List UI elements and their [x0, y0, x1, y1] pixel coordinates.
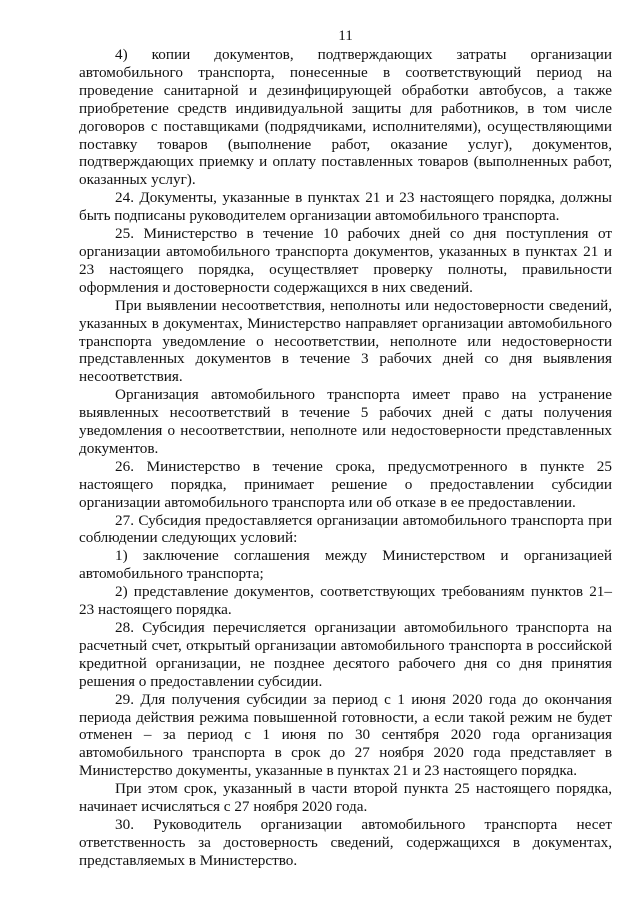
paragraph-29: 29. Для получения субсидии за период с 1 июня 2020 года до окончания периода действия режима повышенной готовности, а если такой режим не будет отменен – за период с 1 июня по 30 сентября 2020 года организация автомобильного транспорта в срок до 27 ноября 2020 года представляет в Министерство документы, указанные в пунктах 21 и 23 настоящего порядка. [79, 690, 612, 780]
paragraph-28: 28. Субсидия перечисляется организации автомобильного транспорта на расчетный счет, открытый организации автомобильного транспорта в российской кредитной организации, не позднее десятого рабочего дня со дня принятия решения о предоставлении субсидии. [79, 619, 612, 690]
paragraph-item-4: 4) копии документов, подтверждающих затраты организации автомобильного транспорта, понесенные в соответствующий период на проведение санитарной и дезинфицирующей обработки автобусов, а также приобретение средств индивидуальной защиты для работников, в том числе договоров с поставщиками (подрядчиками, исполнителями), осуществляющими поставку товаров (выполнение работ, оказание услуг), документов, подтверждающих приемку и оплату поставленных товаров (выполненных работ, оказанных услуг). [79, 46, 612, 189]
paragraph-30: 30. Руководитель организации автомобильного транспорта несет ответственность за достоверность сведений, содержащихся в документах, представляемых в Министерство. [79, 815, 612, 869]
paragraph-25-part-2: При выявлении несоответствия, неполноты или недостоверности сведений, указанных в документах, Министерство направляет организации автомобильного транспорта уведомление о несоответствии, неполноте или недостоверности представленных документов в течение 3 рабочих дней со дня выявления несоответствия. [79, 296, 612, 386]
paragraph-26: 26. Министерство в течение срока, предусмотренного в пункте 25 настоящего порядка, принимает решение о предоставлении субсидии организации автомобильного транспорта или об отказе в ее предоставлении. [79, 457, 612, 511]
paragraph-24: 24. Документы, указанные в пунктах 21 и 23 настоящего порядка, должны быть подписаны руководителем организации автомобильного транспорта. [79, 189, 612, 225]
page-number: 11 [338, 27, 353, 44]
paragraph-25: 25. Министерство в течение 10 рабочих дней со дня поступления от организации автомобильного транспорта документов, указанных в пунктах 21 и 23 настоящего порядка, осуществляет проверку полноты, правильности оформления и достоверности содержащихся в них сведений. [79, 225, 612, 296]
paragraph-29-part-2: При этом срок, указанный в части второй пункта 25 настоящего порядка, начинает исчисляться с 27 ноября 2020 года. [79, 780, 612, 816]
paragraph-27-condition-2: 2) представление документов, соответствующих требованиям пунктов 21–23 настоящего порядка. [79, 583, 612, 619]
paragraph-27-condition-1: 1) заключение соглашения между Министерством и организацией автомобильного транспорта; [79, 547, 612, 583]
paragraph-25-part-3: Организация автомобильного транспорта имеет право на устранение выявленных несоответствий в течение 5 рабочих дней с даты получения уведомления о несоответствии, неполноте или недостоверности представленных документов. [79, 386, 612, 457]
paragraph-27: 27. Субсидия предоставляется организации автомобильного транспорта при соблюдении следующих условий: [79, 511, 612, 547]
